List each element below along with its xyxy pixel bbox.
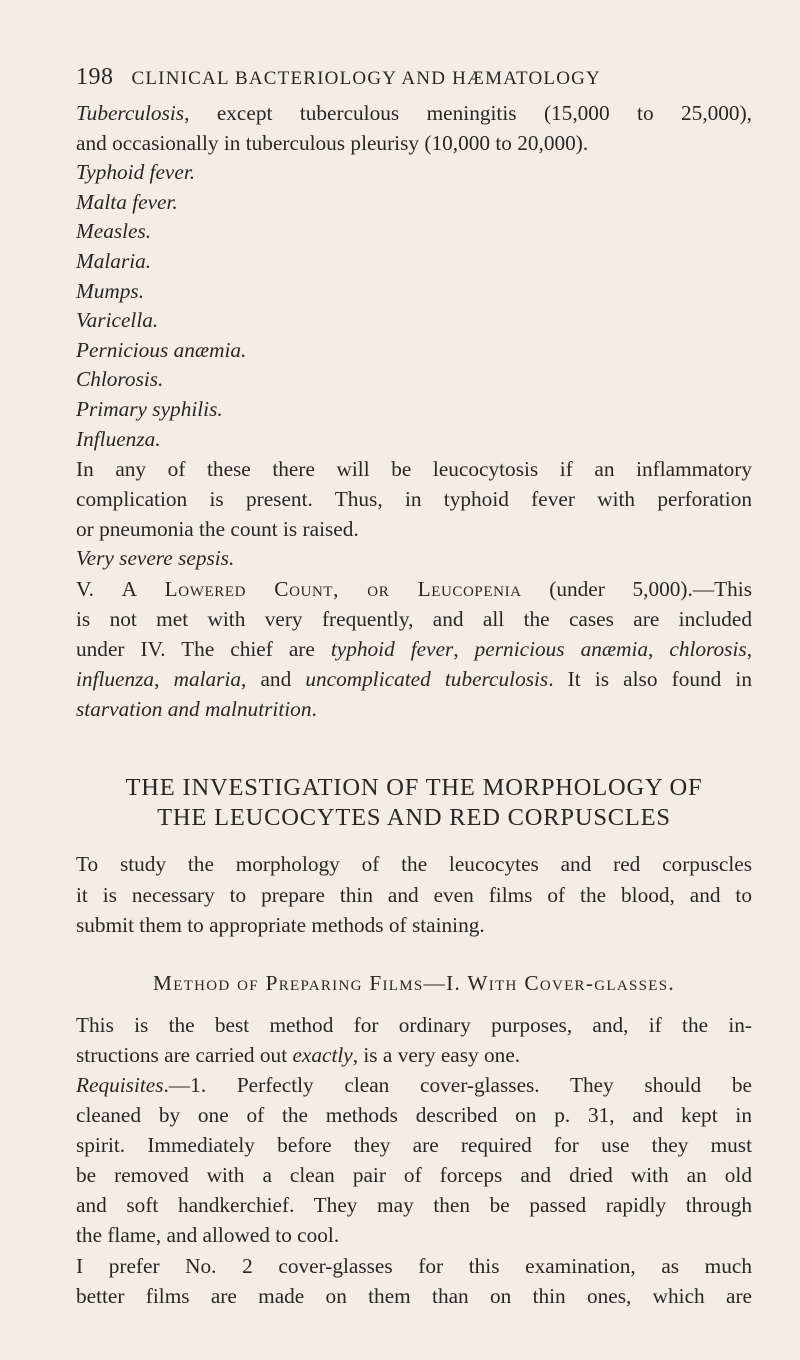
- intro-paragraph: [76, 98, 752, 158]
- method-paragraph: [76, 1010, 752, 1070]
- complication-line: In any of these there will be leucocytosis if an inflammatory: [76, 457, 752, 482]
- term-chlorosis: chlorosis: [669, 637, 747, 662]
- conditions-list: [76, 158, 752, 454]
- text-run: , and: [241, 667, 306, 692]
- requisites-line: and soft handkerchief. They may then be passed rapidly through: [76, 1193, 752, 1218]
- page-number: 198: [76, 64, 114, 90]
- complication-line: complication is present. Thus, in typhoid fever with perforation: [76, 487, 752, 512]
- text-run: ,: [453, 637, 475, 662]
- section-heading-line-1: THE INVESTIGATION OF THE MORPHOLOGY OF: [125, 774, 703, 802]
- section-heading-line-2: THE LEUCOCYTES AND RED CORPUSCLES: [157, 804, 671, 832]
- leucopenia-line-1-rest: (under 5,000).—This: [521, 577, 752, 601]
- requisites-line-1-rest: .—1. Perfectly clean cover-glasses. They should be: [163, 1072, 752, 1097]
- requisites-line: be removed with a clean pair of forceps and dried with an old: [76, 1163, 752, 1188]
- severe-sepsis-item: Very severe sepsis.: [76, 546, 235, 571]
- running-title: CLINICAL BACTERIOLOGY AND HÆMATOLOGY: [131, 68, 601, 89]
- leucopenia-line-2: is not met with very frequently, and all the cases are included: [76, 607, 752, 632]
- section-intro-line: To study the morphology of the leucocytes and red corpuscles: [76, 852, 752, 877]
- condition-item: Mumps.: [76, 278, 145, 303]
- leucopenia-line-3: [76, 634, 752, 664]
- prefer-line: I prefer No. 2 cover-glasses for this examination, as much: [76, 1253, 752, 1278]
- text-run: ,: [648, 637, 670, 662]
- requisites-paragraph: [76, 1070, 752, 1251]
- term-typhoid-fever: typhoid fever: [330, 637, 454, 662]
- complication-paragraph: [76, 454, 752, 544]
- leucopenia-title: A Lowered Count, or Leucopenia: [121, 577, 522, 601]
- condition-item: Chlorosis.: [76, 367, 164, 392]
- requisites-line: cleaned by one of the methods described on p. 31, and kept in: [76, 1103, 752, 1128]
- leucopenia-line-4: [76, 664, 752, 694]
- method-line-2: [76, 1040, 752, 1070]
- intro-line-1: [76, 98, 752, 128]
- requisites-label: Requisites: [76, 1072, 164, 1097]
- text-run: ,: [154, 667, 174, 692]
- condition-item: Pernicious anæmia.: [76, 337, 247, 362]
- condition-item: Measles.: [76, 219, 152, 244]
- book-page: [76, 64, 752, 1311]
- condition-item: Typhoid fever.: [76, 160, 196, 185]
- text-run: .: [311, 697, 317, 722]
- prefer-paragraph: [76, 1251, 752, 1311]
- method-subheading: Method of Preparing Films—I. With Cover-glasses.: [152, 970, 675, 995]
- term-uncomplicated-tuberculosis: uncomplicated tuberculosis: [305, 667, 549, 692]
- requisites-line: spirit. Immediately before they are required for use they must: [76, 1133, 752, 1158]
- page-header: [76, 64, 752, 98]
- section-intro-line: it is necessary to prepare thin and even films of the blood, and to: [76, 882, 752, 907]
- term-malaria: malaria: [173, 667, 242, 692]
- leucopenia-line-5: [76, 694, 752, 724]
- condition-item: Malta fever.: [76, 189, 178, 214]
- condition-item: Malaria.: [76, 248, 152, 273]
- intro-line-1-rest: , except tuberculous meningitis (15,000 to 25,000),: [184, 101, 752, 125]
- intro-line-2: and occasionally in tuberculous pleurisy (10,000 to 20,000).: [76, 131, 589, 156]
- requisites-line-1: [76, 1070, 752, 1100]
- leucopenia-line-1: [76, 574, 752, 604]
- term-influenza: influenza: [76, 667, 155, 692]
- term-exactly: exactly: [292, 1042, 353, 1067]
- section-heading: [76, 773, 752, 833]
- section-intro-line: submit them to appropriate methods of staining.: [76, 912, 485, 937]
- text-run: structions are carried out: [76, 1042, 293, 1067]
- prefer-line: better films are made on them than on thin ones, which are: [76, 1283, 752, 1308]
- complication-line: or pneumonia the count is raised.: [76, 517, 359, 542]
- condition-item: Primary syphilis.: [76, 396, 223, 421]
- text-run: under IV. The chief are: [76, 637, 331, 662]
- term-pernicious-anaemia: pernicious anæmia: [474, 637, 649, 662]
- requisites-line: the flame, and allowed to cool.: [76, 1223, 340, 1248]
- condition-item: Varicella.: [76, 308, 159, 333]
- leucopenia-numeral: V.: [76, 577, 122, 601]
- text-run: ,: [746, 637, 752, 662]
- term-starvation: starvation and malnutrition: [76, 697, 312, 722]
- text-run: . It is also found in: [548, 667, 752, 692]
- condition-item: Influenza.: [76, 426, 161, 451]
- leucopenia-paragraph: [76, 574, 752, 724]
- section-intro-paragraph: [76, 849, 752, 939]
- method-line-1: This is the best method for ordinary purposes, and, if the in-: [76, 1012, 752, 1037]
- tuberculosis-term: Tuberculosis: [76, 101, 185, 125]
- text-run: , is a very easy one.: [352, 1042, 521, 1067]
